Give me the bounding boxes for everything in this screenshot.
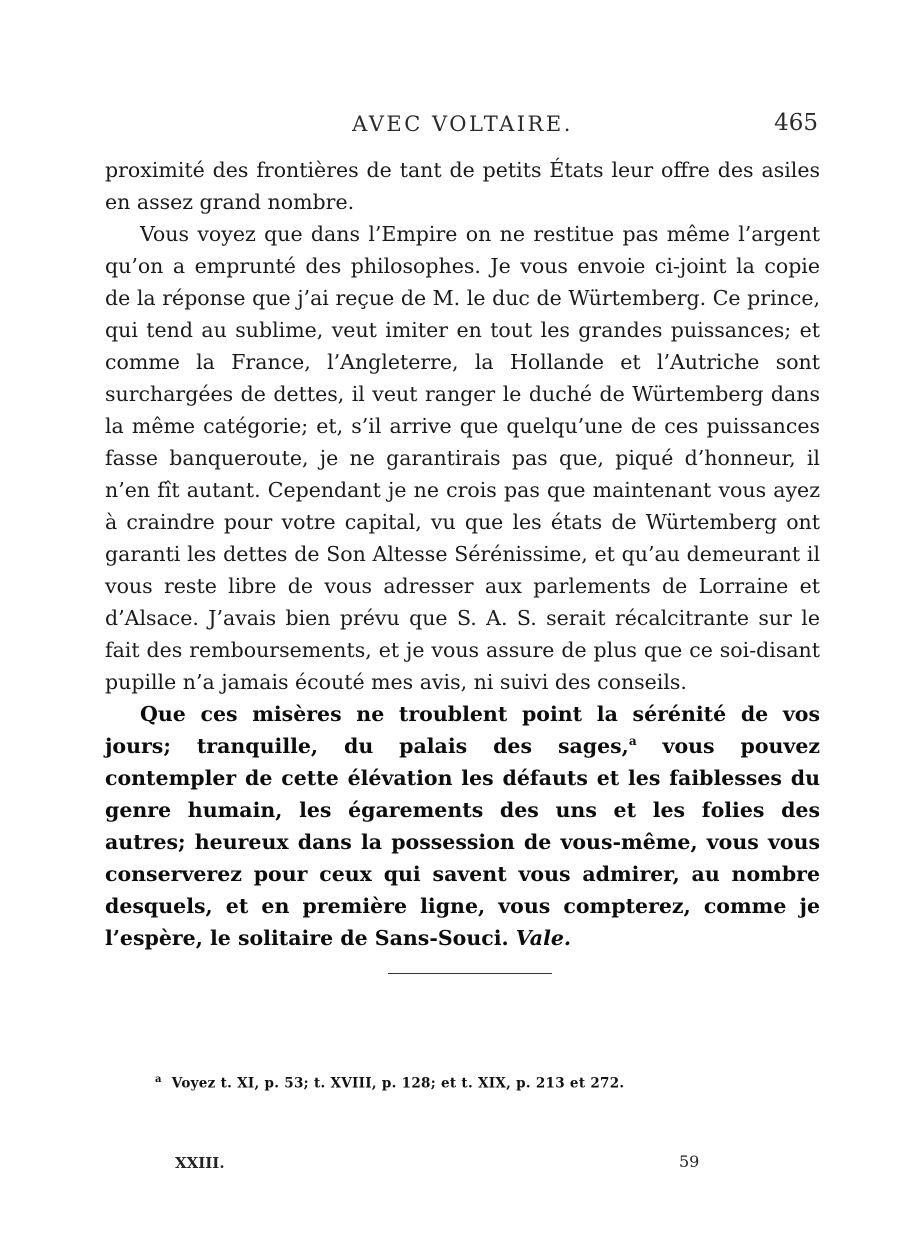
signature-mark: 59 xyxy=(679,1152,700,1171)
running-title: AVEC VOLTAIRE. xyxy=(352,112,573,136)
footnote xyxy=(155,1074,624,1092)
footnote-divider xyxy=(388,973,552,974)
paragraph-3-part-2: vous pouvez contempler de cette élévation les défauts et les faiblesses du genre humain, les égarements des uns et les folies des autres; heureux dans la possession de vous-même, vous vous conserverez pour ceux qui savent vous admirer, au nombre desquels, et en première ligne, vous compterez, comme je l’espère, le solitaire de Sans-Souci. xyxy=(105,734,820,950)
paragraph-3 xyxy=(105,698,820,954)
body-text xyxy=(105,154,820,954)
paragraph-3-part-1: Que ces misères ne troublent point la sérénité de vos jours; tranquille, du palais des sages, xyxy=(105,702,820,758)
footnote-mark: a xyxy=(155,1074,162,1085)
volume-number: XXIII. xyxy=(175,1154,225,1172)
footnote-text: Voyez t. XI, p. 53; t. XVIII, p. 128; et t. XIX, p. 213 et 272. xyxy=(171,1075,625,1092)
footnote-reference[interactable]: a xyxy=(628,734,637,749)
running-head xyxy=(105,112,820,142)
signoff: Vale. xyxy=(515,926,572,950)
paragraph-2: Vous voyez que dans l’Empire on ne restitue pas même l’argent qu’on a emprunté des philosophes. Je vous envoie ci-joint la copie de la réponse que j’ai reçue de M. le duc de Würtemberg. Ce prince, qui tend au sublime, veut imiter en tout les grandes puissances; et comme la France, l’Angleterre, la Hollande et l’Autriche sont surchargées de dettes, il veut ranger le duché de Würtemberg dans la même catégorie; et, s’il arrive que quelqu’une de ces puissances fasse banqueroute, je ne garantirais pas que, piqué d’honneur, il n’en fît autant. Cependant je ne crois pas que maintenant vous ayez à craindre pour votre capital, vu que les états de Würtemberg ont garanti les dettes de Son Altesse Sérénissime, et qu’au demeurant il vous reste libre de vous adresser aux parlements de Lorraine et d’Alsace. J’avais bien prévu que S. A. S. serait récalcitrante sur le fait des remboursements, et je vous assure de plus que ce soi-disant pupille n’a jamais écouté mes avis, ni suivi des conseils. xyxy=(105,222,820,694)
paragraph-1: proximité des frontières de tant de petits États leur offre des asiles en assez grand nombre. xyxy=(105,158,820,214)
page-number: 465 xyxy=(774,110,818,136)
